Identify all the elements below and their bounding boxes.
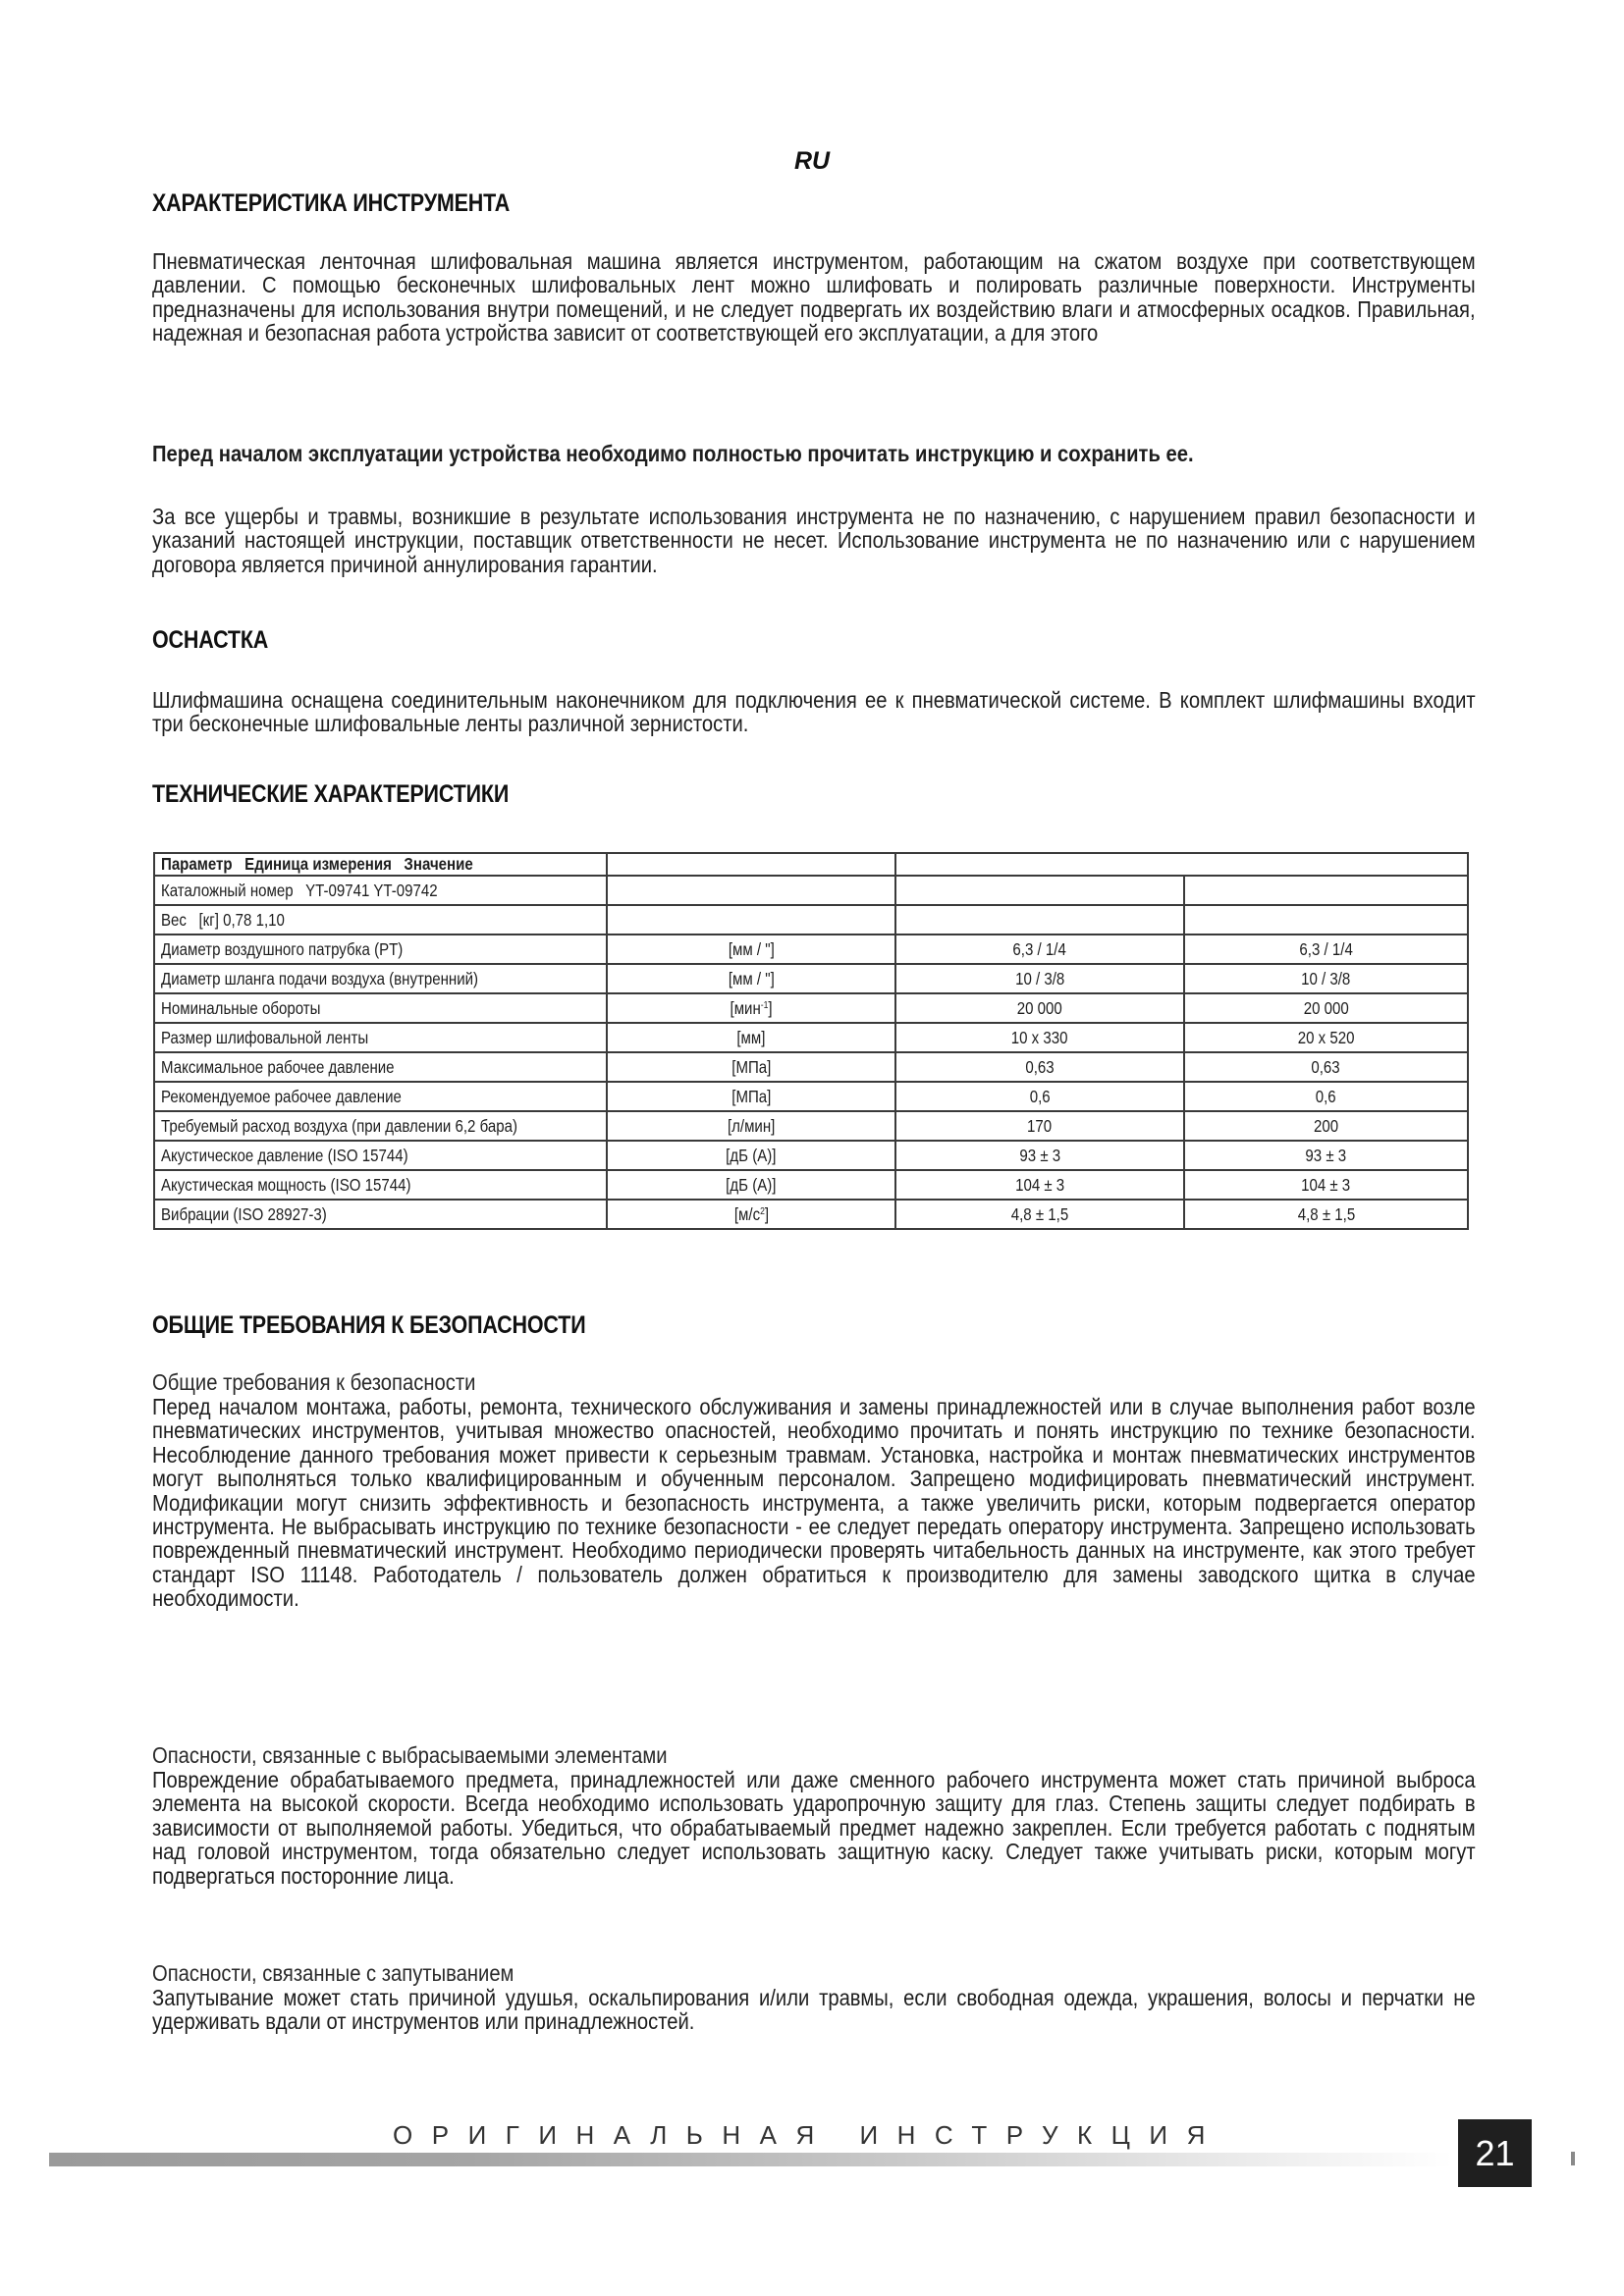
spec-param: Максимальное рабочее давление [161, 1056, 395, 1077]
spec-unit: [л/мин] [727, 1115, 776, 1136]
spec-value-yt-09741: 4,8 ± 1,5 [1010, 1203, 1069, 1224]
safety-text-general: Перед началом монтажа, работы, ремонта, технического обслуживания и замены принадлежностей или в случае выполнения работ возле пневматических инструментов, учитывая множество опасностей, необходимо прочитать и понять инструкцию по технике безопасности. Несоблюдение данного требования может привести к серьезным травмам. Установка, настройка и монтаж пневматических инструментов могут выполняться только квалифицированным и обученным персоналом. Запрещено модифицировать пневматический инструмент. Модификации могут снизить эффективность и безопасность инструмента, а также увеличить риски, которым подвергается оператор инструмента. Не выбрасывать инструкцию по технике безопасности - ее следует передать оператору инструмента. Запрещено использовать поврежденный пневматический инструмент. Необходимо периодически проверять читабельность данных на инструменте, как этого требует стандарт ISO 11148. Работодатель / пользователь должен обратиться к производителю для замены заводского щитка в случае необходимости. [152, 1394, 1476, 1612]
specs-table-row [154, 1170, 1468, 1200]
spec-value-yt-09741: 6,3 / 1/4 [1012, 938, 1067, 959]
spec-param: Акустическое давление (ISO 15744) [161, 1145, 408, 1165]
section-title-specs: ТЕХНИЧЕСКИЕ ХАРАКТЕРИСТИКИ [152, 780, 510, 808]
spec-value-yt-09742: 93 ± 3 [1305, 1145, 1347, 1165]
page-number: 21 [1458, 2119, 1532, 2187]
specs-table-row [154, 905, 1468, 934]
specs-table-row [154, 964, 1468, 993]
specs-table-row [154, 876, 1468, 905]
spec-value-yt-09742: 20 x 520 [1297, 1027, 1355, 1047]
characteristics-paragraph: Пневматическая ленточная шлифовальная машина является инструментом, работающим на сжатом воздухе при соответствующем давлении. С помощью бесконечных шлифовальных лент можно шлифовать и полировать различные поверхности. Инструменты предназначены для использования внутри помещений, и не следует подвергать их воздействию влаги и атмосферных осадков. Правильная, надежная и безопасная работа устройства зависит от соответствующей его эксплуатации, а для этого [152, 248, 1476, 347]
spec-value-yt-09742: 6,3 / 1/4 [1299, 938, 1353, 959]
safety-subtitle-general: Общие требования к безопасности [152, 1369, 476, 1395]
spec-unit: [мм / "] [728, 938, 775, 959]
language-label: RU [793, 147, 831, 175]
spec-param: Требуемый расход воздуха (при давлении 6,2 бара) [161, 1115, 518, 1136]
spec-unit: [МПа] [731, 1086, 772, 1106]
spec-value-yt-09741: 0,63 [1025, 1056, 1055, 1077]
spec-param: Номинальные обороты [161, 997, 321, 1018]
spec-param: Размер шлифовальной ленты [161, 1027, 369, 1047]
page-edge-marker [1571, 2152, 1575, 2165]
footer-title: ОРИГИНАЛЬНАЯ ИНСТРУКЦИЯ [393, 2120, 1224, 2150]
spec-value-yt-09742: 0,6 [1316, 1086, 1336, 1106]
safety-text-entanglement: Запутывание может стать причиной удушья, оскальпирования и/или травмы, если свободная одежда, украшения, волосы и перчатки не удерживать вдали от инструментов или принадлежностей. [152, 1985, 1476, 2035]
safety-subtitle-projectiles: Опасности, связанные с выбрасываемыми элементами [152, 1742, 668, 1768]
specs-table-row [154, 934, 1468, 964]
spec-unit: [мин$^{-1}$] [730, 997, 773, 1018]
read-instructions-warning: Перед началом эксплуатации устройства необходимо полностью прочитать инструкцию и сохранить ее. [152, 441, 1194, 466]
spec-value-yt-09742: 200 [1313, 1115, 1339, 1136]
spec-unit: [мм] [736, 1027, 766, 1047]
spec-value-yt-09741: 104 ± 3 [1014, 1174, 1065, 1195]
spec-param: Вибрации (ISO 28927-3) [161, 1203, 327, 1224]
specs-table [153, 852, 1469, 1230]
specs-table-row [154, 1082, 1468, 1111]
specs-table-header-row [154, 853, 1468, 876]
spec-param: Диаметр воздушного патрубка (PT) [161, 938, 404, 959]
section-title-equipment: ОСНАСТКА [152, 626, 269, 654]
liability-paragraph: За все ущербы и травмы, возникшие в результате использования инструмента не по назначению, с нарушением правил безопасности и указаний настоящей инструкции, поставщик ответственности не несет. Использование инструмента не по назначению или с нарушением договора является причиной аннулирования гарантии. [152, 504, 1476, 577]
spec-unit: [мм / "] [728, 968, 775, 988]
specs-table-row [154, 1111, 1468, 1141]
section-title-safety: ОБЩИЕ ТРЕБОВАНИЯ К БЕЗОПАСНОСТИ [152, 1311, 586, 1339]
spec-unit: [дБ (А)] [726, 1145, 777, 1165]
spec-value-yt-09742: 10 / 3/8 [1301, 968, 1351, 988]
spec-value-yt-09741: 0,6 [1029, 1086, 1051, 1106]
equipment-paragraph: Шлифмашина оснащена соединительным наконечником для подключения ее к пневматической системе. В комплект шлифмашины входит три бесконечные шлифовальные ленты различной зернистости. [152, 687, 1476, 737]
section-title-characteristics: ХАРАКТЕРИСТИКА ИНСТРУМЕНТА [152, 189, 511, 217]
specs-header-label: Параметр Единица измерения Значение [161, 854, 473, 874]
spec-unit: [дБ (А)] [726, 1174, 777, 1195]
footer-gradient-bar [49, 2153, 1453, 2166]
spec-value-yt-09741: 93 ± 3 [1019, 1145, 1060, 1165]
spec-value-yt-09741: 170 [1027, 1115, 1053, 1136]
spec-value-yt-09742: 104 ± 3 [1301, 1174, 1351, 1195]
catalog-number-label: Каталожный номер YT-09741 YT-09742 [161, 880, 438, 900]
spec-unit: $[м/с^2]$ [733, 1203, 769, 1224]
specs-table-row [154, 993, 1468, 1023]
weight-label: Вес [кг] 0,78 1,10 [161, 909, 285, 930]
spec-param: Акустическая мощность (ISO 15744) [161, 1174, 411, 1195]
spec-value-yt-09741: 10 / 3/8 [1014, 968, 1065, 988]
specs-table-row [154, 1200, 1468, 1229]
spec-value-yt-09741: 20 000 [1016, 997, 1063, 1018]
spec-value-yt-09742: 20 000 [1303, 997, 1349, 1018]
spec-param: Рекомендуемое рабочее давление [161, 1086, 402, 1106]
safety-subtitle-entanglement: Опасности, связанные с запутыванием [152, 1960, 514, 1986]
spec-param: Диаметр шланга подачи воздуха (внутренний) [161, 968, 479, 988]
specs-table-row [154, 1052, 1468, 1082]
spec-unit: [МПа] [731, 1056, 772, 1077]
specs-table-row [154, 1023, 1468, 1052]
spec-value-yt-09742: 0,63 [1311, 1056, 1341, 1077]
specs-table-row [154, 1141, 1468, 1170]
spec-value-yt-09742: 4,8 ± 1,5 [1297, 1203, 1355, 1224]
spec-value-yt-09741: 10 x 330 [1011, 1027, 1068, 1047]
safety-text-projectiles: Повреждение обрабатываемого предмета, принадлежностей или даже сменного рабочего инструмента может стать причиной выброса элемента на высокой скорости. Всегда необходимо использовать ударопрочную защиту для глаз. Степень защиты следует подбирать в зависимости от выполняемой работы. Убедиться, что обрабатываемый предмет надежно закреплен. Если требуется работать с поднятым над головой инструментом, тогда обязательно следует использовать защитную каску. Следует также учитывать риски, которым могут подвергаться посторонние лица. [152, 1767, 1476, 1889]
